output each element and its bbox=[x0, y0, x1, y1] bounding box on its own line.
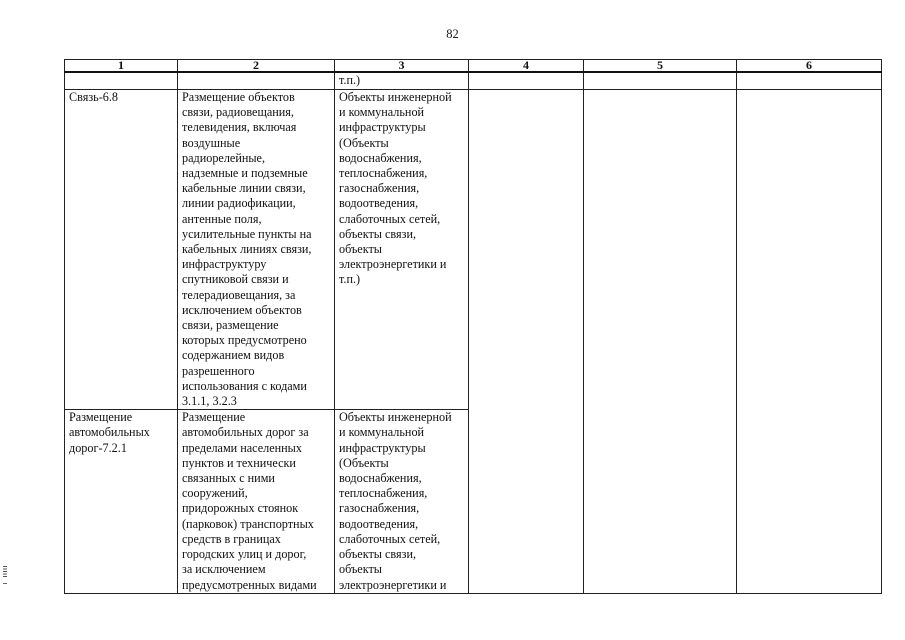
zoning-table bbox=[64, 59, 882, 594]
continuation-cell-3: т.п.) bbox=[335, 72, 469, 90]
auxiliary-use-cell: Объекты инженерной и коммунальной инфраструктуры (Объекты водоснабжения, теплоснабжения, газоснабжения, водоотведения, слаботочных сетей, объекты связи, объекты электроэнергетики и т.п.) bbox=[335, 90, 469, 410]
binding-tick bbox=[3, 583, 7, 584]
land-use-type-cell: Размещение автомобильных дорог-7.2.1 bbox=[65, 410, 178, 593]
continuation-cell-6 bbox=[737, 72, 882, 90]
auxiliary-use-cell: Объекты инженерной и коммунальной инфраструктуры (Объекты водоснабжения, теплоснабжения, газоснабжения, водоотведения, слаботочных сетей, объекты связи, объекты электроэнергетики и bbox=[335, 410, 469, 593]
column-header-6: 6 bbox=[737, 60, 882, 73]
page-number: 82 bbox=[446, 27, 459, 41]
continuation-row bbox=[65, 72, 882, 90]
continuation-cell-5 bbox=[584, 72, 737, 90]
table-header-row bbox=[65, 60, 882, 73]
description-cell: Размещение объектов связи, радиовещания, телевидения, включая воздушные радиорелейные, надземные и подземные кабельные линии связи, линии радиофикации, антенные поля, усилительные пункты на кабельных линиях связи, инфраструктуру спутниковой связи и телерадиовещания, за исключением объектов связи, размещение которых предусмотрено содержанием видов разрешенного использования с кодами 3.1.1, 3.2.3 bbox=[178, 90, 335, 410]
column-header-5: 5 bbox=[584, 60, 737, 73]
empty-cell-col4 bbox=[469, 90, 584, 594]
continuation-cell-2 bbox=[178, 72, 335, 90]
empty-cell-col6 bbox=[737, 90, 882, 594]
description-cell: Размещение автомобильных дорог за пределами населенных пунктов и технически связанных с ними сооружений, придорожных стоянок (парковок) транспортных средств в границах городских улиц и дорог, за исключением предусмотренных видами bbox=[178, 410, 335, 593]
continuation-cell-4 bbox=[469, 72, 584, 90]
table-row bbox=[65, 90, 882, 410]
land-use-type-cell: Связь-6.8 bbox=[65, 90, 178, 410]
column-header-3: 3 bbox=[335, 60, 469, 73]
column-header-4: 4 bbox=[469, 60, 584, 73]
column-header-2: 2 bbox=[178, 60, 335, 73]
continuation-cell-1 bbox=[65, 72, 178, 90]
binding-marks bbox=[3, 566, 7, 578]
column-header-1: 1 bbox=[65, 60, 178, 73]
empty-cell-col5 bbox=[584, 90, 737, 594]
